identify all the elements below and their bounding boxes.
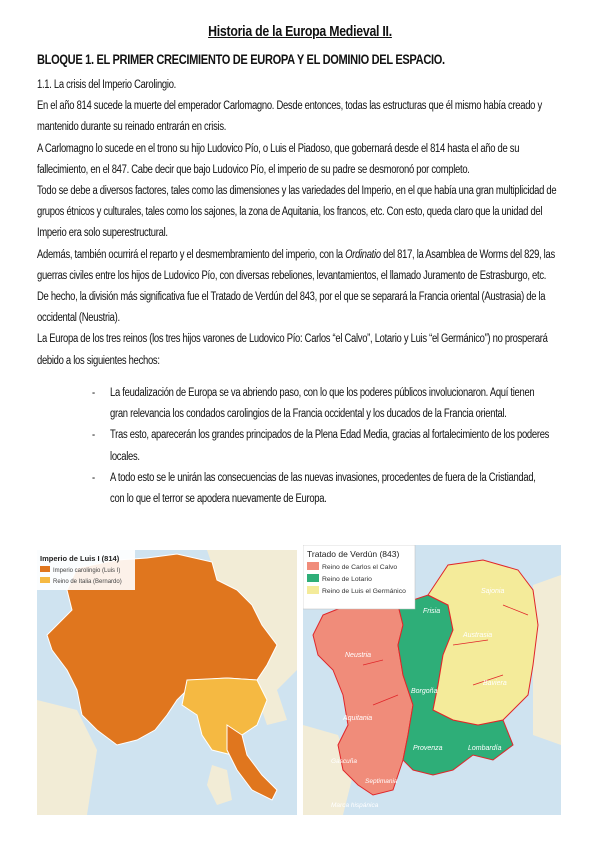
label-aquitania: Aquitania [343, 715, 373, 722]
legend-swatch-middle [307, 574, 319, 582]
bullet-marker: - [92, 471, 95, 484]
legend-label-west: Reino de Carlos el Calvo [322, 564, 398, 571]
bullet-text: A todo esto se le unirán las consecuencias de las nuevas invasiones, procedentes de fuera de la Cristiandad, con lo que el terror se apodera nuevamente de Europa. [110, 471, 536, 506]
paragraph-2: A Carlomagno lo sucede en el trono su hijo Ludovico Pío, o Luis el Piadoso, que gobernará desde el 814 hasta el año de su fallecimiento, en el 847. Cabe decir que bajo Ludovico Pío, el imperio de su padre se desmoronó por completo. [37, 142, 520, 176]
legend-swatch-italy [40, 577, 50, 583]
label-sajonia: Sajonia [481, 588, 505, 595]
legend-label-east: Reino de Luis el Germánico [322, 588, 406, 595]
label-gascuna: Gascuña [331, 758, 358, 765]
legend-label-middle: Reino de Lotario [322, 576, 372, 583]
paragraph-3: Todo se debe a diversos factores, tales como las dimensiones y las variedades del Imperio, en el que había una gran multiplicidad de grupos étnicos y culturales, tales como los sajones, la zona de Aquitania, los francos, etc. Con esto, queda claro que la unidad del Imperio era solo superestructural. [37, 185, 557, 240]
paragraph-4-end: del 817, la Asamblea de Worms del 829, las guerras civiles entre los hijos de Ludovico Pío, con diversas rebeliones, levantamientos, el llamado Juramento de Estrasburgo, etc. [37, 248, 555, 282]
bullet-text: Tras esto, aparecerán los grandes principados de la Plena Edad Media, gracias al fortalecimiento de los poderes locales. [110, 429, 550, 463]
paragraph-4 [37, 245, 562, 287]
ordinatio-italic: Ordinatio [345, 248, 381, 261]
map-luis-i-graphic [37, 550, 297, 815]
label-baviera: Baviera [483, 680, 507, 687]
paragraph-4-start: Además, también ocurrirá el reparto y el desmembramiento del imperio, con la [37, 248, 346, 261]
bullet-marker: - [92, 387, 95, 399]
legend-title: Imperio de Luis I (814) [40, 554, 120, 563]
legend-swatch-east [307, 586, 319, 594]
map-verdun [303, 545, 561, 815]
label-frisia: Frisia [423, 608, 441, 615]
list-item [92, 468, 551, 510]
bullet-list [92, 383, 551, 510]
section-heading: 1.1. La crisis del Imperio Carolingio. [37, 79, 177, 91]
map-luis-i [37, 550, 297, 815]
label-lombardia: Lombardía [468, 745, 502, 752]
document-title: Historia de la Europa Medieval II. [208, 24, 392, 40]
legend-title: Tratado de Verdún (843) [307, 549, 400, 559]
label-neustria: Neustria [345, 652, 372, 659]
map-verdun-graphic [303, 545, 561, 815]
label-austrasia: Austrasia [463, 632, 493, 639]
label-marca-hispanica: Marca hispánica [331, 802, 379, 809]
legend-label-empire: Imperio carolingio (Luis I) [53, 568, 121, 574]
paragraph-1: En el año 814 sucede la muerte del emperador Carlomagno. Desde entonces, todas las estructuras que él mismo había creado y mantenido durante su reinado entrarán en crisis. [37, 100, 542, 134]
body-text [37, 75, 562, 372]
eastern-land [533, 575, 561, 745]
bullet-marker: - [92, 429, 95, 442]
bullet-text: La feudalización de Europa se va abriendo paso, con lo que los poderes públicos involucionaron. Aquí tienen gran relevancia los condados carolingios de la Francia occidental y los ducados de la Francia oriental. [110, 387, 535, 421]
legend-label-italy: Reino de Italia (Bernardo) [53, 579, 122, 585]
legend-swatch-empire [40, 566, 50, 572]
label-septimania: Septimania [365, 778, 398, 785]
label-provenza: Provenza [413, 745, 443, 752]
list-item [92, 383, 551, 425]
paragraph-5: De hecho, la división más significativa fue el Tratado de Verdún del 843, por el que se separará la Francia oriental (Austrasia) de la occidental (Neustria). [37, 291, 546, 325]
label-borgona: Borgoña [411, 688, 438, 695]
block-heading: BLOQUE 1. EL PRIMER CRECIMIENTO DE EUROPA Y EL DOMINIO DEL ESPACIO. [37, 52, 445, 67]
paragraph-6: La Europa de los tres reinos (los tres hijos varones de Ludovico Pío: Carlos “el Calvo”, Lotario y Luis “el Germánico”) no prosperará debido a los siguientes hechos: [37, 333, 548, 367]
list-item [92, 425, 551, 467]
legend-swatch-west [307, 562, 319, 570]
